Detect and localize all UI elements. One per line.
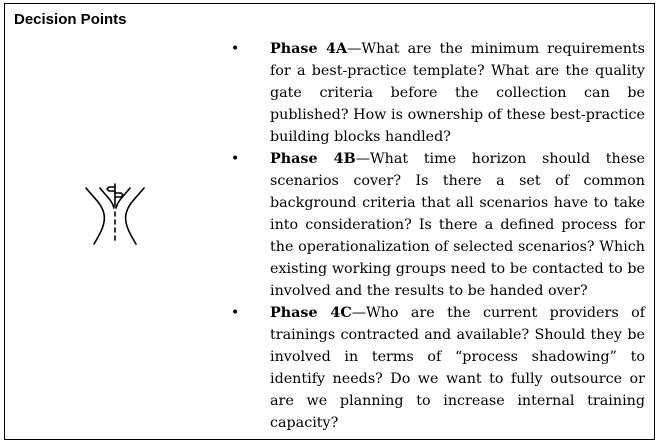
- list-item-phase-4c: [224, 302, 645, 434]
- phase-text: —What are the minimum requirements for a best-practice template? What are the quality gate criteria before the collection can be published? How is ownership of these best-practice building blocks handled?: [270, 41, 645, 145]
- phase-label: Phase 4A: [270, 41, 348, 57]
- phase-text: —Who are the current providers of trainings contracted and available? Should they be involved in terms of “process shadowing” to identify needs? Do we want to fully outsource or are we planning to increase internal training capacity?: [270, 305, 645, 431]
- bullet: •: [231, 151, 240, 167]
- diverging-path-signpost-icon: [80, 180, 150, 250]
- phase-text: —What time horizon should these scenarios cover? Is there a set of common background criteria that all scenarios have to take into consideration? Is there a defined process for the operationalization of selected scenarios? Which existing working groups need to be contacted to be involved and the results to be handed over?: [270, 151, 645, 299]
- bullet: •: [231, 305, 240, 321]
- phase-label: Phase 4B: [270, 151, 356, 167]
- decision-points-list: [224, 38, 645, 434]
- section-heading: Decision Points: [14, 11, 127, 28]
- list-item-phase-4a: [224, 38, 645, 148]
- phase-label: Phase 4C: [270, 305, 352, 321]
- list-item-phase-4b: [224, 148, 645, 302]
- bullet: •: [231, 41, 240, 57]
